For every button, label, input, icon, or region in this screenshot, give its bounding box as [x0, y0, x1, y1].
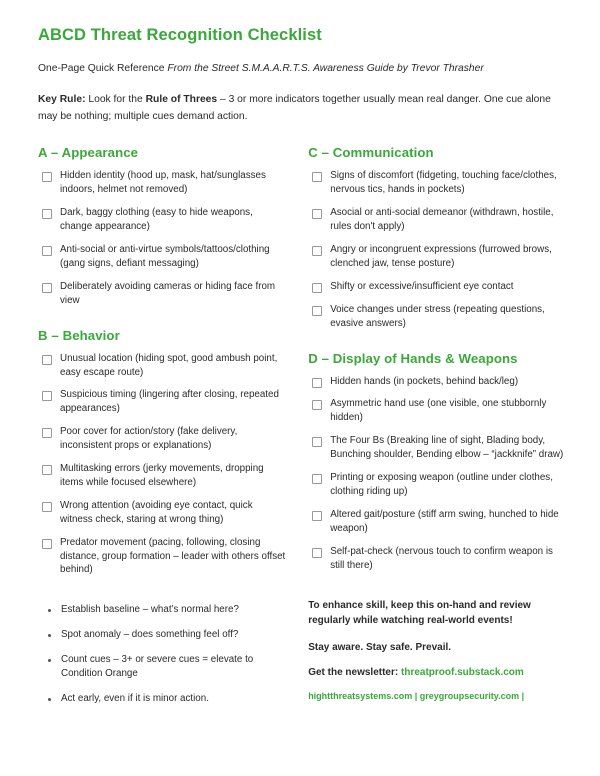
list-item[interactable] [38, 462, 286, 490]
right-column [308, 145, 566, 717]
checkbox-icon[interactable] [42, 428, 52, 438]
list-item[interactable] [38, 169, 286, 197]
checkbox-icon[interactable] [42, 246, 52, 256]
list-item [38, 692, 286, 706]
list-item-label: Spot anomaly – does something feel off? [61, 629, 239, 641]
list-item[interactable] [308, 471, 566, 499]
closing-line-1: To enhance skill, keep this on-hand and review regularly while watching real-world events! [308, 600, 531, 627]
bullet-icon [48, 609, 51, 612]
list-item[interactable] [308, 169, 566, 197]
subtitle-plain: One-Page Quick Reference [38, 63, 168, 74]
list-item-label: Predator movement (pacing, following, closing distance, group formation – leader with others offset behind) [60, 536, 286, 576]
closing-line-2: Stay aware. Stay safe. Prevail. [308, 642, 452, 654]
list-item[interactable] [308, 397, 566, 425]
action-bullets [38, 603, 286, 706]
checkbox-icon[interactable] [42, 172, 52, 182]
checkbox-icon[interactable] [312, 246, 322, 256]
list-item[interactable] [308, 434, 566, 462]
bullet-icon [48, 634, 51, 637]
checkbox-icon[interactable] [312, 437, 322, 447]
checkbox-icon[interactable] [42, 465, 52, 475]
list-item [38, 603, 286, 617]
checkbox-icon[interactable] [312, 474, 322, 484]
checklist-display [308, 375, 566, 573]
checklist-columns [38, 145, 566, 717]
list-item-label: Suspicious timing (lingering after closing, repeated appearances) [60, 389, 279, 415]
checkbox-icon[interactable] [312, 378, 322, 388]
page-title: ABCD Threat Recognition Checklist [38, 26, 322, 44]
list-item-label: Anti-social or anti-virtue symbols/tattoos/clothing (gang signs, defiant messaging) [60, 243, 270, 269]
closing-block [308, 598, 566, 703]
list-item-label: Wrong attention (avoiding eye contact, quick witness check, staring at wrong thing) [60, 499, 253, 525]
bullet-icon [48, 659, 51, 662]
list-item-label: Establish baseline – what’s normal here? [61, 604, 239, 616]
list-item-label: Signs of discomfort (fidgeting, touching face/clothes, nervous tics, hands in pockets) [330, 170, 557, 196]
checkbox-icon[interactable] [312, 306, 322, 316]
list-item [38, 653, 286, 681]
key-rule-bold: Rule of Threes [145, 94, 218, 106]
list-item-label: Deliberately avoiding cameras or hiding face from view [60, 280, 276, 306]
list-item-label: Multitasking errors (jerky movements, dropping items while focused elsewhere) [60, 463, 264, 488]
list-item[interactable] [308, 206, 566, 234]
list-item-label: Asymmetric hand use (one visible, one stubbornly hidden) [330, 398, 547, 424]
section-heading-appearance: A – Appearance [38, 145, 139, 161]
checklist-appearance [38, 169, 286, 307]
checkbox-icon[interactable] [42, 283, 52, 293]
section-heading-behavior: B – Behavior [38, 327, 120, 343]
list-item-label: Act early, even if it is minor action. [61, 693, 209, 704]
checkbox-icon[interactable] [42, 502, 52, 512]
list-item-label: Dark, baggy clothing (easy to hide weapons, change appearance) [60, 207, 253, 233]
checklist-communication [308, 169, 566, 330]
list-item[interactable] [38, 206, 286, 234]
list-item[interactable] [38, 352, 286, 380]
key-rule-text-1: Look for the [85, 94, 146, 106]
list-item[interactable] [308, 303, 566, 331]
checklist-behavior [38, 352, 286, 578]
key-rule [38, 92, 558, 125]
list-item-label: Voice changes under stress (repeating questions, evasive answers) [330, 303, 545, 329]
list-item-label: Angry or incongruent expressions (furrowed brows, clenched jaw, tense posture) [330, 243, 552, 269]
list-item-label: Asocial or anti-social demeanor (withdrawn, hostile, rules don't apply) [330, 207, 554, 233]
checkbox-icon[interactable] [42, 209, 52, 219]
list-item-label: Hidden hands (in pockets, behind back/leg) [330, 375, 519, 387]
list-item[interactable] [38, 243, 286, 271]
checkbox-icon[interactable] [42, 355, 52, 365]
list-item [38, 628, 286, 642]
footer-links[interactable]: hightthreatsystems.com | greygroupsecurity.com | [308, 691, 525, 702]
checkbox-icon[interactable] [312, 511, 322, 521]
section-heading-communication: C – Communication [308, 145, 434, 161]
list-item-label: Hidden identity (hood up, mask, hat/sunglasses indoors, helmet not removed) [60, 170, 266, 196]
checkbox-icon[interactable] [312, 172, 322, 182]
list-item[interactable] [308, 545, 566, 573]
checkbox-icon[interactable] [312, 283, 322, 293]
list-item-label: Count cues – 3+ or severe cues = elevate to Condition Orange [61, 654, 254, 680]
checkbox-icon[interactable] [312, 400, 322, 410]
key-rule-text-2: – 3 or more indicators together usually mean real danger. One cue alone may be nothing; multiple cues demand action. [38, 94, 551, 122]
list-item-label: Altered gait/posture (stiff arm swing, hunched to hide weapon) [330, 508, 559, 534]
list-item[interactable] [308, 375, 566, 389]
newsletter-link[interactable]: threatproof.substack.com [401, 667, 524, 679]
list-item[interactable] [38, 280, 286, 308]
checkbox-icon[interactable] [312, 209, 322, 219]
checkbox-icon[interactable] [42, 391, 52, 401]
key-rule-label: Key Rule: [38, 94, 86, 106]
list-item[interactable] [38, 425, 286, 453]
list-item[interactable] [38, 536, 286, 578]
left-column [38, 145, 286, 717]
section-heading-display: D – Display of Hands & Weapons [308, 350, 518, 366]
list-item-label: Unusual location (hiding spot, good ambush point, easy escape route) [60, 352, 278, 378]
subtitle [38, 62, 566, 76]
newsletter-label: Get the newsletter: [308, 667, 401, 679]
list-item-label: Printing or exposing weapon (outline under clothes, clothing riding up) [330, 472, 553, 497]
list-item[interactable] [308, 280, 566, 294]
list-item[interactable] [308, 508, 566, 536]
list-item-label: Self-pat-check (nervous touch to confirm weapon is still there) [330, 545, 553, 571]
checkbox-icon[interactable] [312, 548, 322, 558]
list-item[interactable] [308, 243, 566, 271]
list-item-label: Poor cover for action/story (fake delivery, inconsistent props or explanations) [60, 426, 238, 452]
subtitle-italic: From the Street S.M.A.A.R.T.S. Awareness Guide by Trevor Thrasher [167, 63, 484, 74]
checkbox-icon[interactable] [42, 539, 52, 549]
newsletter-line [308, 667, 566, 678]
bullet-icon [48, 698, 51, 701]
list-item-label: Shifty or excessive/insufficient eye contact [330, 280, 514, 292]
list-item[interactable] [38, 499, 286, 527]
list-item-label: The Four Bs (Breaking line of sight, Blading body, Bunching shoulder, Bending elbow – “jackknife” draw) [330, 435, 564, 461]
list-item[interactable] [38, 388, 286, 416]
